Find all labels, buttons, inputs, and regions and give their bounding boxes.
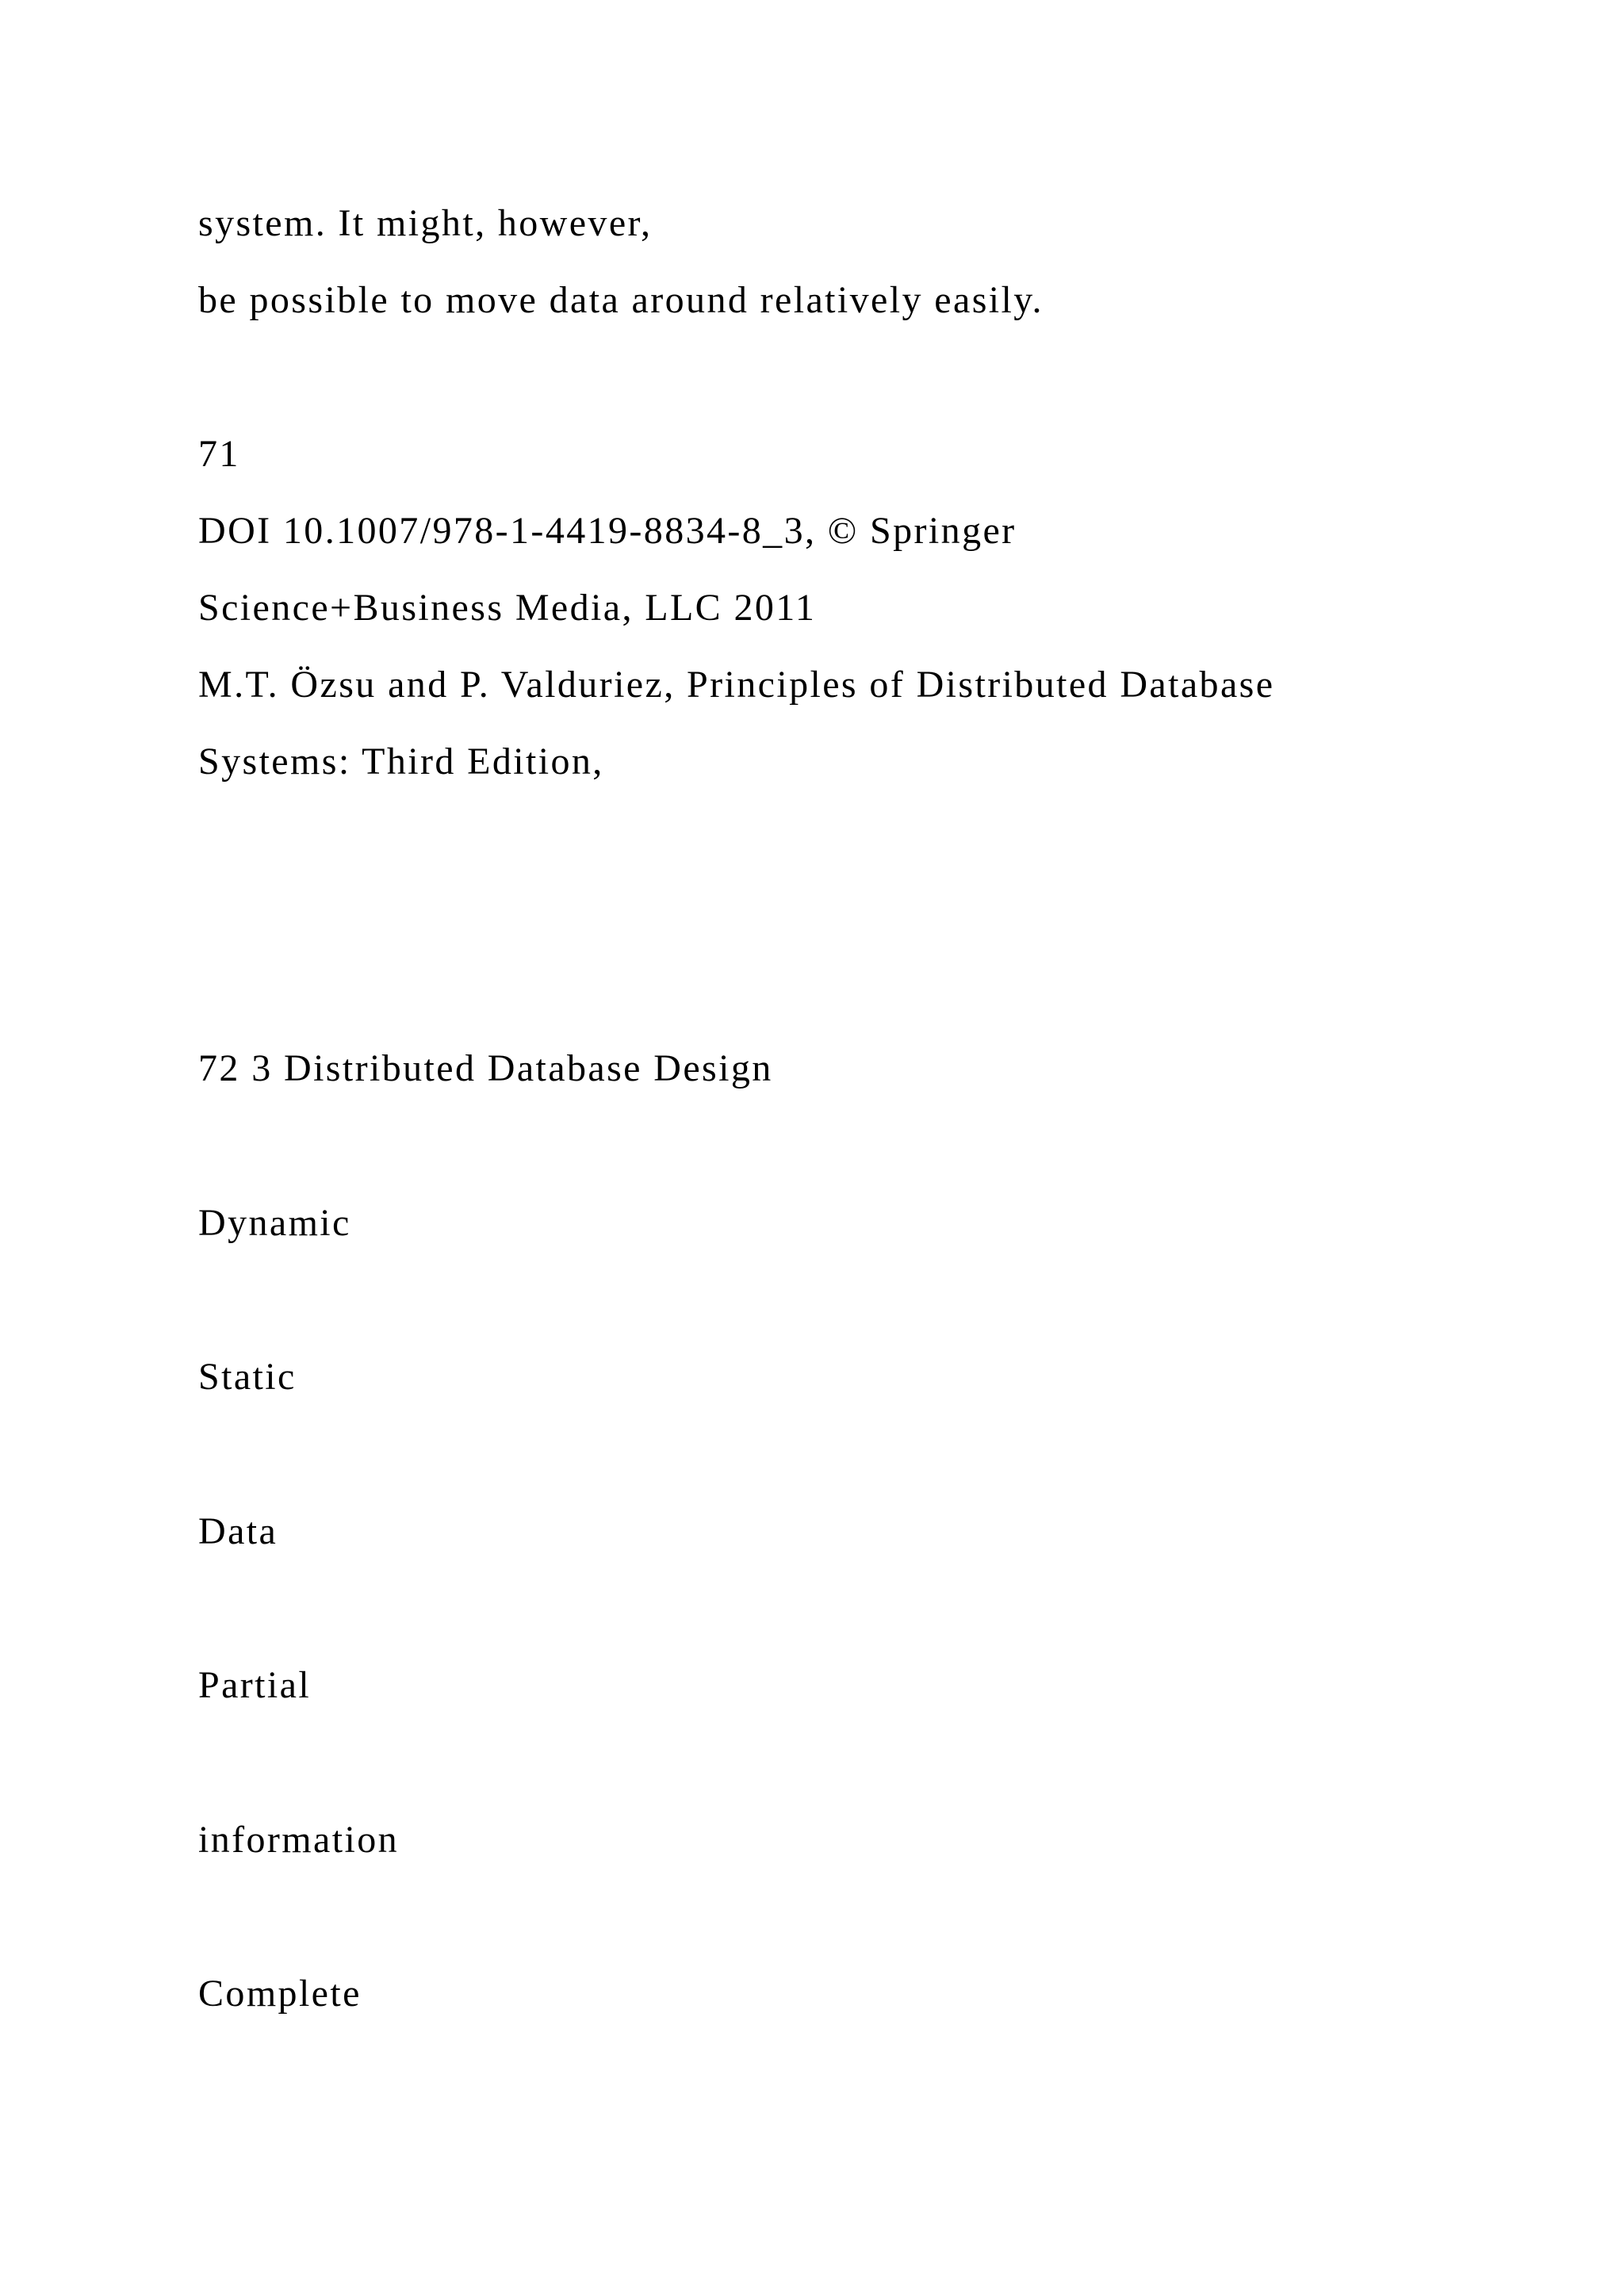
text-line: system. It might, however, [198, 202, 653, 244]
figure-label: Complete [198, 1973, 362, 2015]
figure-label: information [198, 1819, 400, 1861]
citation-line: M.T. Özsu and P. Valduriez, Principles of Distributed Database [198, 664, 1275, 706]
running-header: 72 3 Distributed Database Design [198, 1047, 773, 1089]
doi-line: DOI 10.1007/978-1-4419-8834-8_3, © Springer [198, 510, 1017, 552]
figure-label: Static [198, 1356, 297, 1398]
figure-label: Dynamic [198, 1202, 351, 1244]
figure-label: Data [198, 1510, 278, 1552]
citation-line: Systems: Third Edition, [198, 740, 604, 783]
publisher-line: Science+Business Media, LLC 2011 [198, 587, 817, 629]
figure-label: Partial [198, 1664, 312, 1706]
page-number: 71 [198, 433, 240, 475]
text-line: be possible to move data around relatively easily. [198, 279, 1044, 321]
